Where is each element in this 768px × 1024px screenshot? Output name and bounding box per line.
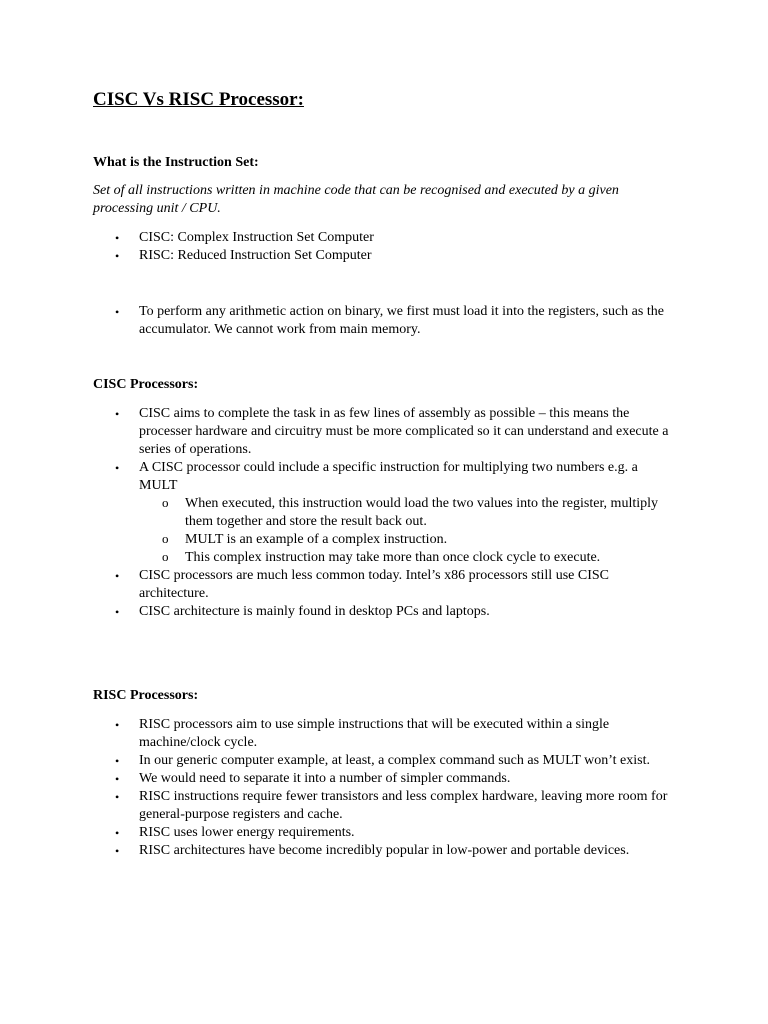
bullet-icon: • <box>115 790 120 804</box>
bullet-icon: • <box>115 826 120 840</box>
cisc-list <box>0 405 768 621</box>
list-item <box>115 603 679 621</box>
list-item-text: CISC aims to complete the task in as few lines of assembly as possible – this means the processer hardware and circuitry must be more complicated so it can understand and execute a series of operations. <box>139 406 669 457</box>
sub-list-item <box>162 495 665 531</box>
bullet-icon: • <box>115 569 120 583</box>
bullet-icon: • <box>115 844 120 858</box>
list-item-text: RISC processors aim to use simple instructions that will be executed within a single machine/clock cycle. <box>139 717 610 750</box>
circle-bullet-icon: o <box>162 531 169 546</box>
page-title: CISC Vs RISC Processor: <box>93 89 304 110</box>
risc-heading: RISC Processors: <box>93 688 199 703</box>
list-item-text: CISC architecture is mainly found in desktop PCs and laptops. <box>139 604 490 619</box>
list-item <box>115 770 679 788</box>
list-item-text: To perform any arithmetic action on binary, we first must load it into the registers, such as the accumulator. We cannot work from main memory. <box>139 304 664 337</box>
cisc-heading: CISC Processors: <box>93 377 199 392</box>
list-item <box>115 247 679 265</box>
circle-bullet-icon: o <box>162 495 169 510</box>
list-item <box>115 303 679 339</box>
list-item-text: RISC: Reduced Instruction Set Computer <box>139 248 372 263</box>
instruction-set-definition: Set of all instructions written in machine code that can be recognised and executed by a given processing unit / CPU. <box>93 183 619 216</box>
instruction-set-list <box>0 229 768 265</box>
sub-list-item <box>162 531 665 549</box>
list-item <box>115 842 679 860</box>
bullet-icon: • <box>115 605 120 619</box>
list-item-text: CISC: Complex Instruction Set Computer <box>139 230 374 245</box>
risc-list <box>0 716 768 860</box>
bullet-icon: • <box>115 772 120 786</box>
registers-note-list <box>0 303 768 339</box>
cisc-sublist <box>139 495 679 567</box>
bullet-icon: • <box>115 249 120 263</box>
list-item <box>115 229 679 247</box>
bullet-icon: • <box>115 305 120 319</box>
list-item-text: In our generic computer example, at least, a complex command such as MULT won’t exist. <box>139 753 650 768</box>
list-item-text: RISC uses lower energy requirements. <box>139 825 355 840</box>
list-item <box>115 405 679 459</box>
list-item <box>115 459 679 567</box>
list-item-text: A CISC processor could include a specific instruction for multiplying two numbers e.g. a MULT <box>139 460 638 493</box>
sub-list-item-text: MULT is an example of a complex instruction. <box>185 532 448 547</box>
bullet-icon: • <box>115 461 120 475</box>
sub-list-item-text: This complex instruction may take more than once clock cycle to execute. <box>185 550 601 565</box>
bullet-icon: • <box>115 231 120 245</box>
list-item-text: RISC instructions require fewer transistors and less complex hardware, leaving more room for general-purpose registers and cache. <box>139 789 668 822</box>
circle-bullet-icon: o <box>162 549 169 564</box>
instruction-set-heading: What is the Instruction Set: <box>93 155 259 170</box>
bullet-icon: • <box>115 754 120 768</box>
list-item <box>115 788 679 824</box>
list-item <box>115 716 679 752</box>
list-item-text: We would need to separate it into a number of simpler commands. <box>139 771 511 786</box>
bullet-icon: • <box>115 718 120 732</box>
list-item <box>115 567 679 603</box>
bullet-icon: • <box>115 407 120 421</box>
list-item-text: CISC processors are much less common today. Intel’s x86 processors still use CISC architecture. <box>139 568 609 601</box>
list-item <box>115 824 679 842</box>
list-item-text: RISC architectures have become incredibly popular in low-power and portable devices. <box>139 843 630 858</box>
list-item <box>115 752 679 770</box>
sub-list-item-text: When executed, this instruction would load the two values into the register, multiply them together and store the result back out. <box>185 496 659 529</box>
sub-list-item <box>162 549 665 567</box>
